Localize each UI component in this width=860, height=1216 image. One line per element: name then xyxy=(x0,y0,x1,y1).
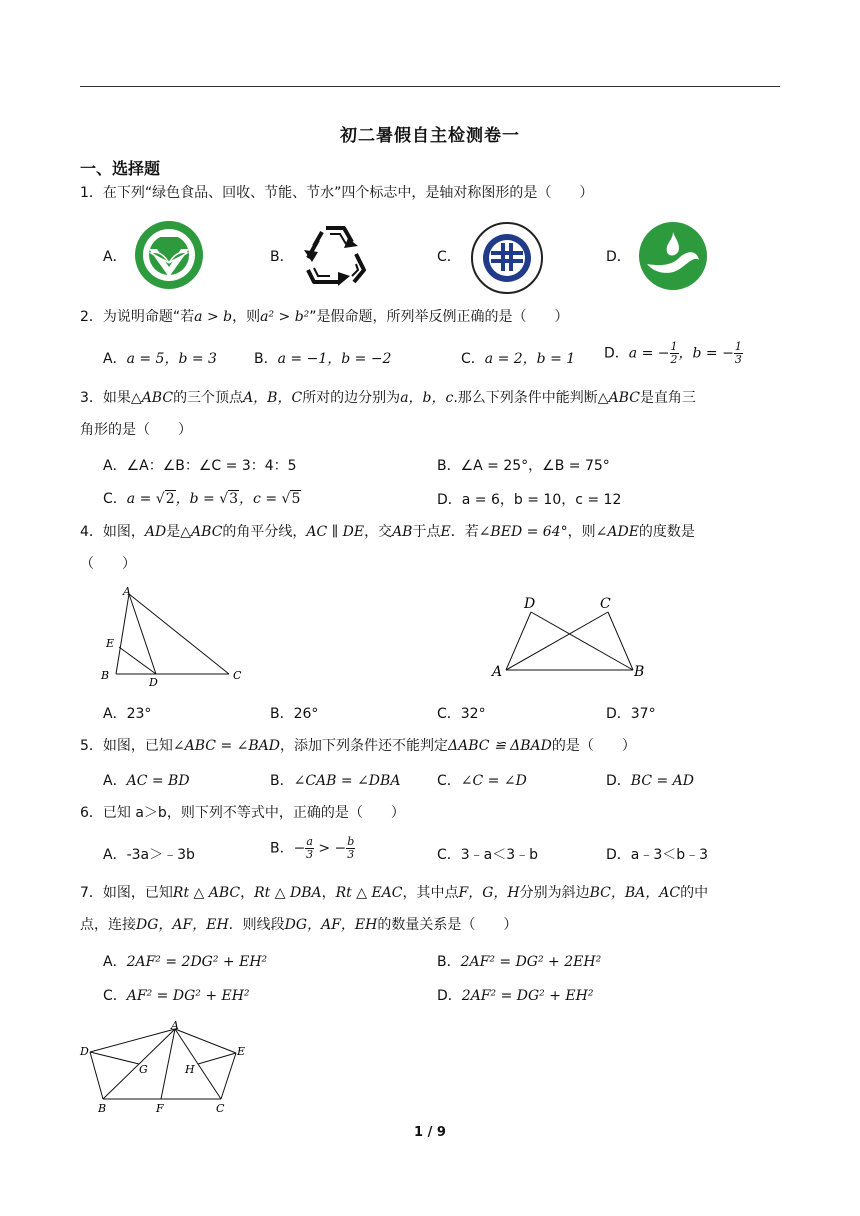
q5-cong: ΔABC ≌ ΔBAD xyxy=(448,738,552,754)
q5-angle: ∠ABC = ∠BAD xyxy=(172,738,281,754)
q5-c-math: ∠C = ∠D xyxy=(460,773,527,789)
q4-b: 是△ xyxy=(166,524,192,540)
q4-c: 的角平分线， xyxy=(222,524,307,540)
q7-f: ．则线段 xyxy=(228,917,285,933)
q3-c-label: C． xyxy=(103,491,127,507)
q7-t3: Rt △ EAC xyxy=(335,885,403,901)
q7-d: 的中 xyxy=(680,885,709,901)
q7-d-math: 2AF² = DG² + EH² xyxy=(461,988,594,1004)
question-1-stem: 1．在下列“绿色食品、回收、节能、节水”四个标志中，是轴对称图形的是（ ） xyxy=(80,185,594,201)
q2-b-math: a = −1，b = −2 xyxy=(277,351,392,367)
q3-abc: ABC xyxy=(141,390,174,406)
q7-a: 7．如图，已知 xyxy=(80,885,173,901)
q7-d-label: D． xyxy=(437,988,462,1004)
section-heading: 一、选择题 xyxy=(80,159,161,178)
q5-option-a xyxy=(103,770,190,790)
sqrt-5: √5 xyxy=(281,491,301,507)
q7-sep-2: ， xyxy=(321,885,336,901)
q5-figure xyxy=(486,592,656,682)
q4-e: 于点 xyxy=(412,524,441,540)
sqrt-3: √3 xyxy=(219,491,239,507)
q7-figure xyxy=(78,1017,258,1117)
q4-ad: AD xyxy=(144,524,167,540)
q5-option-c xyxy=(437,770,527,790)
q2-cond-1: a > b xyxy=(194,309,233,325)
frac-num: 1 xyxy=(734,340,742,353)
q7-option-a xyxy=(103,951,267,971)
q2-stem-a: 2．为说明命题“若 xyxy=(80,309,195,325)
q2-option-d xyxy=(604,341,743,366)
q3-c-b: ，b = xyxy=(175,491,220,507)
q2-cond-2: a² > b² xyxy=(260,309,310,325)
frac-num: 1 xyxy=(670,340,678,353)
q5-c: 的是（ ） xyxy=(551,738,636,754)
q7-segs-2: DG，AF，EH xyxy=(284,917,378,933)
q3-sides: a，b，c xyxy=(400,390,454,406)
q5-b: ，添加下列条件还不能判定 xyxy=(280,738,449,754)
q5-a-label: A． xyxy=(103,773,127,789)
q7-c: 分别为斜边 xyxy=(519,885,590,901)
water-saving-logo-icon xyxy=(637,220,709,292)
question-4-line-1 xyxy=(80,521,695,543)
question-7-line-2 xyxy=(80,914,517,936)
q2-stem-b: ，则 xyxy=(232,309,261,325)
q6-option-c: C．3﹣a＜3﹣b xyxy=(437,847,539,863)
q2-option-b xyxy=(254,348,391,368)
q3-c: 所对的边分别为 xyxy=(302,390,401,406)
q7-t1: Rt △ ABC xyxy=(172,885,241,901)
q6-b-frac-2 xyxy=(346,836,355,861)
label-c: C xyxy=(233,669,242,682)
frac-den: 2 xyxy=(670,353,678,366)
q1-option-a-label: A． xyxy=(103,249,127,265)
label-f: F xyxy=(156,1102,164,1115)
q6-b-label: B． xyxy=(270,840,294,857)
green-food-logo-icon xyxy=(133,219,205,291)
q5-b-math: ∠CAB = ∠DBA xyxy=(293,773,401,789)
question-4-line-2: （ ） xyxy=(80,556,136,572)
question-5-stem xyxy=(80,735,636,757)
q7-sep-1: ， xyxy=(240,885,255,901)
q4-g: ，则 xyxy=(567,524,596,540)
question-2-stem xyxy=(80,306,569,328)
label-b: B xyxy=(101,669,110,682)
q7-option-d xyxy=(437,985,593,1005)
q2-d-b: ，b = − xyxy=(678,345,734,362)
label-b: B xyxy=(634,664,645,680)
header-rule xyxy=(80,86,780,87)
q4-triangle-figure xyxy=(96,584,256,688)
q7-a-label: A． xyxy=(103,954,127,970)
q2-stem-c: ”是假命题，所列举反例正确的是（ ） xyxy=(309,309,569,325)
question-3-line-1 xyxy=(80,387,696,409)
q2-option-c xyxy=(461,348,575,368)
q3-abc-2: ABC xyxy=(608,390,640,406)
q3-option-b: B．∠A = 25°，∠B = 75° xyxy=(437,458,610,474)
label-c: C xyxy=(216,1102,225,1115)
q7-t2: Rt △ DBA xyxy=(254,885,322,901)
radicand: 5 xyxy=(291,491,301,507)
q3-option-a: A．∠A：∠B：∠C = 3：4：5 xyxy=(103,458,297,474)
q5-option-d xyxy=(606,770,694,790)
question-6-stem: 6．已知 a＞b，则下列不等式中，正确的是（ ） xyxy=(80,805,405,821)
radicand: 3 xyxy=(229,491,239,507)
q7-option-c xyxy=(103,985,250,1005)
q4-option-d: D．37° xyxy=(606,706,656,722)
q7-points: F，G，H xyxy=(458,885,520,901)
energy-saving-logo-icon xyxy=(470,221,544,295)
label-g: G xyxy=(139,1063,148,1076)
q4-f: ．若 xyxy=(450,524,479,540)
recycle-logo-icon xyxy=(300,220,370,290)
label-d: D xyxy=(80,1045,89,1058)
q2-d-frac-1 xyxy=(670,341,679,366)
q4-option-a: A．23° xyxy=(103,706,152,722)
label-a: A xyxy=(492,664,503,680)
q2-c-label: C． xyxy=(461,351,485,367)
q4-d: ，交 xyxy=(364,524,393,540)
q3-c-c: ，c = xyxy=(239,491,282,507)
label-d: D xyxy=(149,676,158,688)
q7-c-label: C． xyxy=(103,988,127,1004)
q5-c-label: C． xyxy=(437,773,461,789)
q3-option-c xyxy=(103,488,301,508)
q2-d-frac-2 xyxy=(734,341,743,366)
q6-b-frac-1 xyxy=(305,836,314,861)
label-a: A xyxy=(171,1019,179,1032)
page-title: 初二暑假自主检测卷一 xyxy=(340,126,520,146)
label-h: H xyxy=(185,1063,195,1076)
q6-option-b xyxy=(270,836,355,861)
q7-c-math: AF² = DG² + EH² xyxy=(126,988,250,1004)
q7-a-math: 2AF² = 2DG² + EH² xyxy=(126,954,268,970)
q3-e: 是直角三 xyxy=(639,390,696,406)
q4-option-c: C．32° xyxy=(437,706,486,722)
label-b: B xyxy=(98,1102,107,1115)
q4-par: AC ∥ DE xyxy=(306,524,365,540)
question-3-line-2: 角形的是（ ） xyxy=(80,422,192,438)
page-number: 1 / 9 xyxy=(414,1125,446,1140)
q7-b-math: 2AF² = DG² + 2EH² xyxy=(460,954,602,970)
q2-a-label: A． xyxy=(103,351,127,367)
q4-abc: ABC xyxy=(191,524,223,540)
q1-option-b-label: B． xyxy=(270,249,294,265)
q2-b-label: B． xyxy=(254,351,278,367)
label-a: A xyxy=(123,585,131,598)
q2-a-math: a = 5，b = 3 xyxy=(126,351,217,367)
q5-a: 5．如图，已知 xyxy=(80,738,173,754)
q6-option-a: A．-3a＞﹣3b xyxy=(103,847,195,863)
q2-d-a: a = − xyxy=(628,345,670,362)
q1-option-d-label: D． xyxy=(606,249,631,265)
q1-option-c-label: C． xyxy=(437,249,461,265)
q3-c-a: a = xyxy=(126,491,156,507)
q7-segs: DG，AF，EH xyxy=(136,917,229,933)
label-d: D xyxy=(524,596,536,612)
label-e: E xyxy=(237,1045,246,1058)
q5-b-label: B． xyxy=(270,773,294,789)
q3-a: 3．如果△ xyxy=(80,390,142,406)
q3-d: .那么下列条件中能判断△ xyxy=(453,390,609,406)
q2-d-label: D． xyxy=(604,345,629,362)
q2-option-a xyxy=(103,348,217,368)
sqrt-2: √2 xyxy=(155,491,175,507)
q2-c-math: a = 2，b = 1 xyxy=(484,351,576,367)
q4-point-e: E xyxy=(440,524,451,540)
radicand: 2 xyxy=(165,491,175,507)
q6-b-gt: > − xyxy=(313,840,347,857)
frac-den: 3 xyxy=(347,848,355,861)
q4-a: 4．如图， xyxy=(80,524,145,540)
q7-sides: BC，BA，AC xyxy=(589,885,681,901)
q3-option-d: D．a = 6，b = 10，c = 12 xyxy=(437,492,622,508)
frac-num: b xyxy=(347,835,355,848)
q3-b: 的三个顶点 xyxy=(173,390,244,406)
frac-den: 3 xyxy=(734,353,742,366)
q5-d-label: D． xyxy=(606,773,631,789)
q7-e: 点，连接 xyxy=(80,917,136,933)
q4-ab: AB xyxy=(392,524,413,540)
q4-ade: ∠ADE xyxy=(595,524,639,540)
frac-den: 3 xyxy=(306,848,314,861)
q4-angle: ∠BED = 64° xyxy=(478,524,568,540)
frac-num: a xyxy=(306,835,313,848)
q7-option-b xyxy=(437,951,601,971)
q5-a-math: AC = BD xyxy=(126,773,190,789)
q4-option-b: B．26° xyxy=(270,706,319,722)
label-c: C xyxy=(600,596,611,612)
q4-h: 的度数是 xyxy=(638,524,695,540)
q7-g: 的数量关系是（ ） xyxy=(377,917,518,933)
q7-b-label: B． xyxy=(437,954,461,970)
question-7-line-1 xyxy=(80,882,708,904)
label-e: E xyxy=(106,637,115,650)
q5-option-b xyxy=(270,770,400,790)
q6-b-minus: − xyxy=(293,840,306,857)
q6-option-d: D．a﹣3＜b﹣3 xyxy=(606,847,709,863)
q3-vertices: A，B，C xyxy=(243,390,303,406)
q5-d-math: BC = AD xyxy=(630,773,695,789)
q7-b: ，其中点 xyxy=(402,885,459,901)
